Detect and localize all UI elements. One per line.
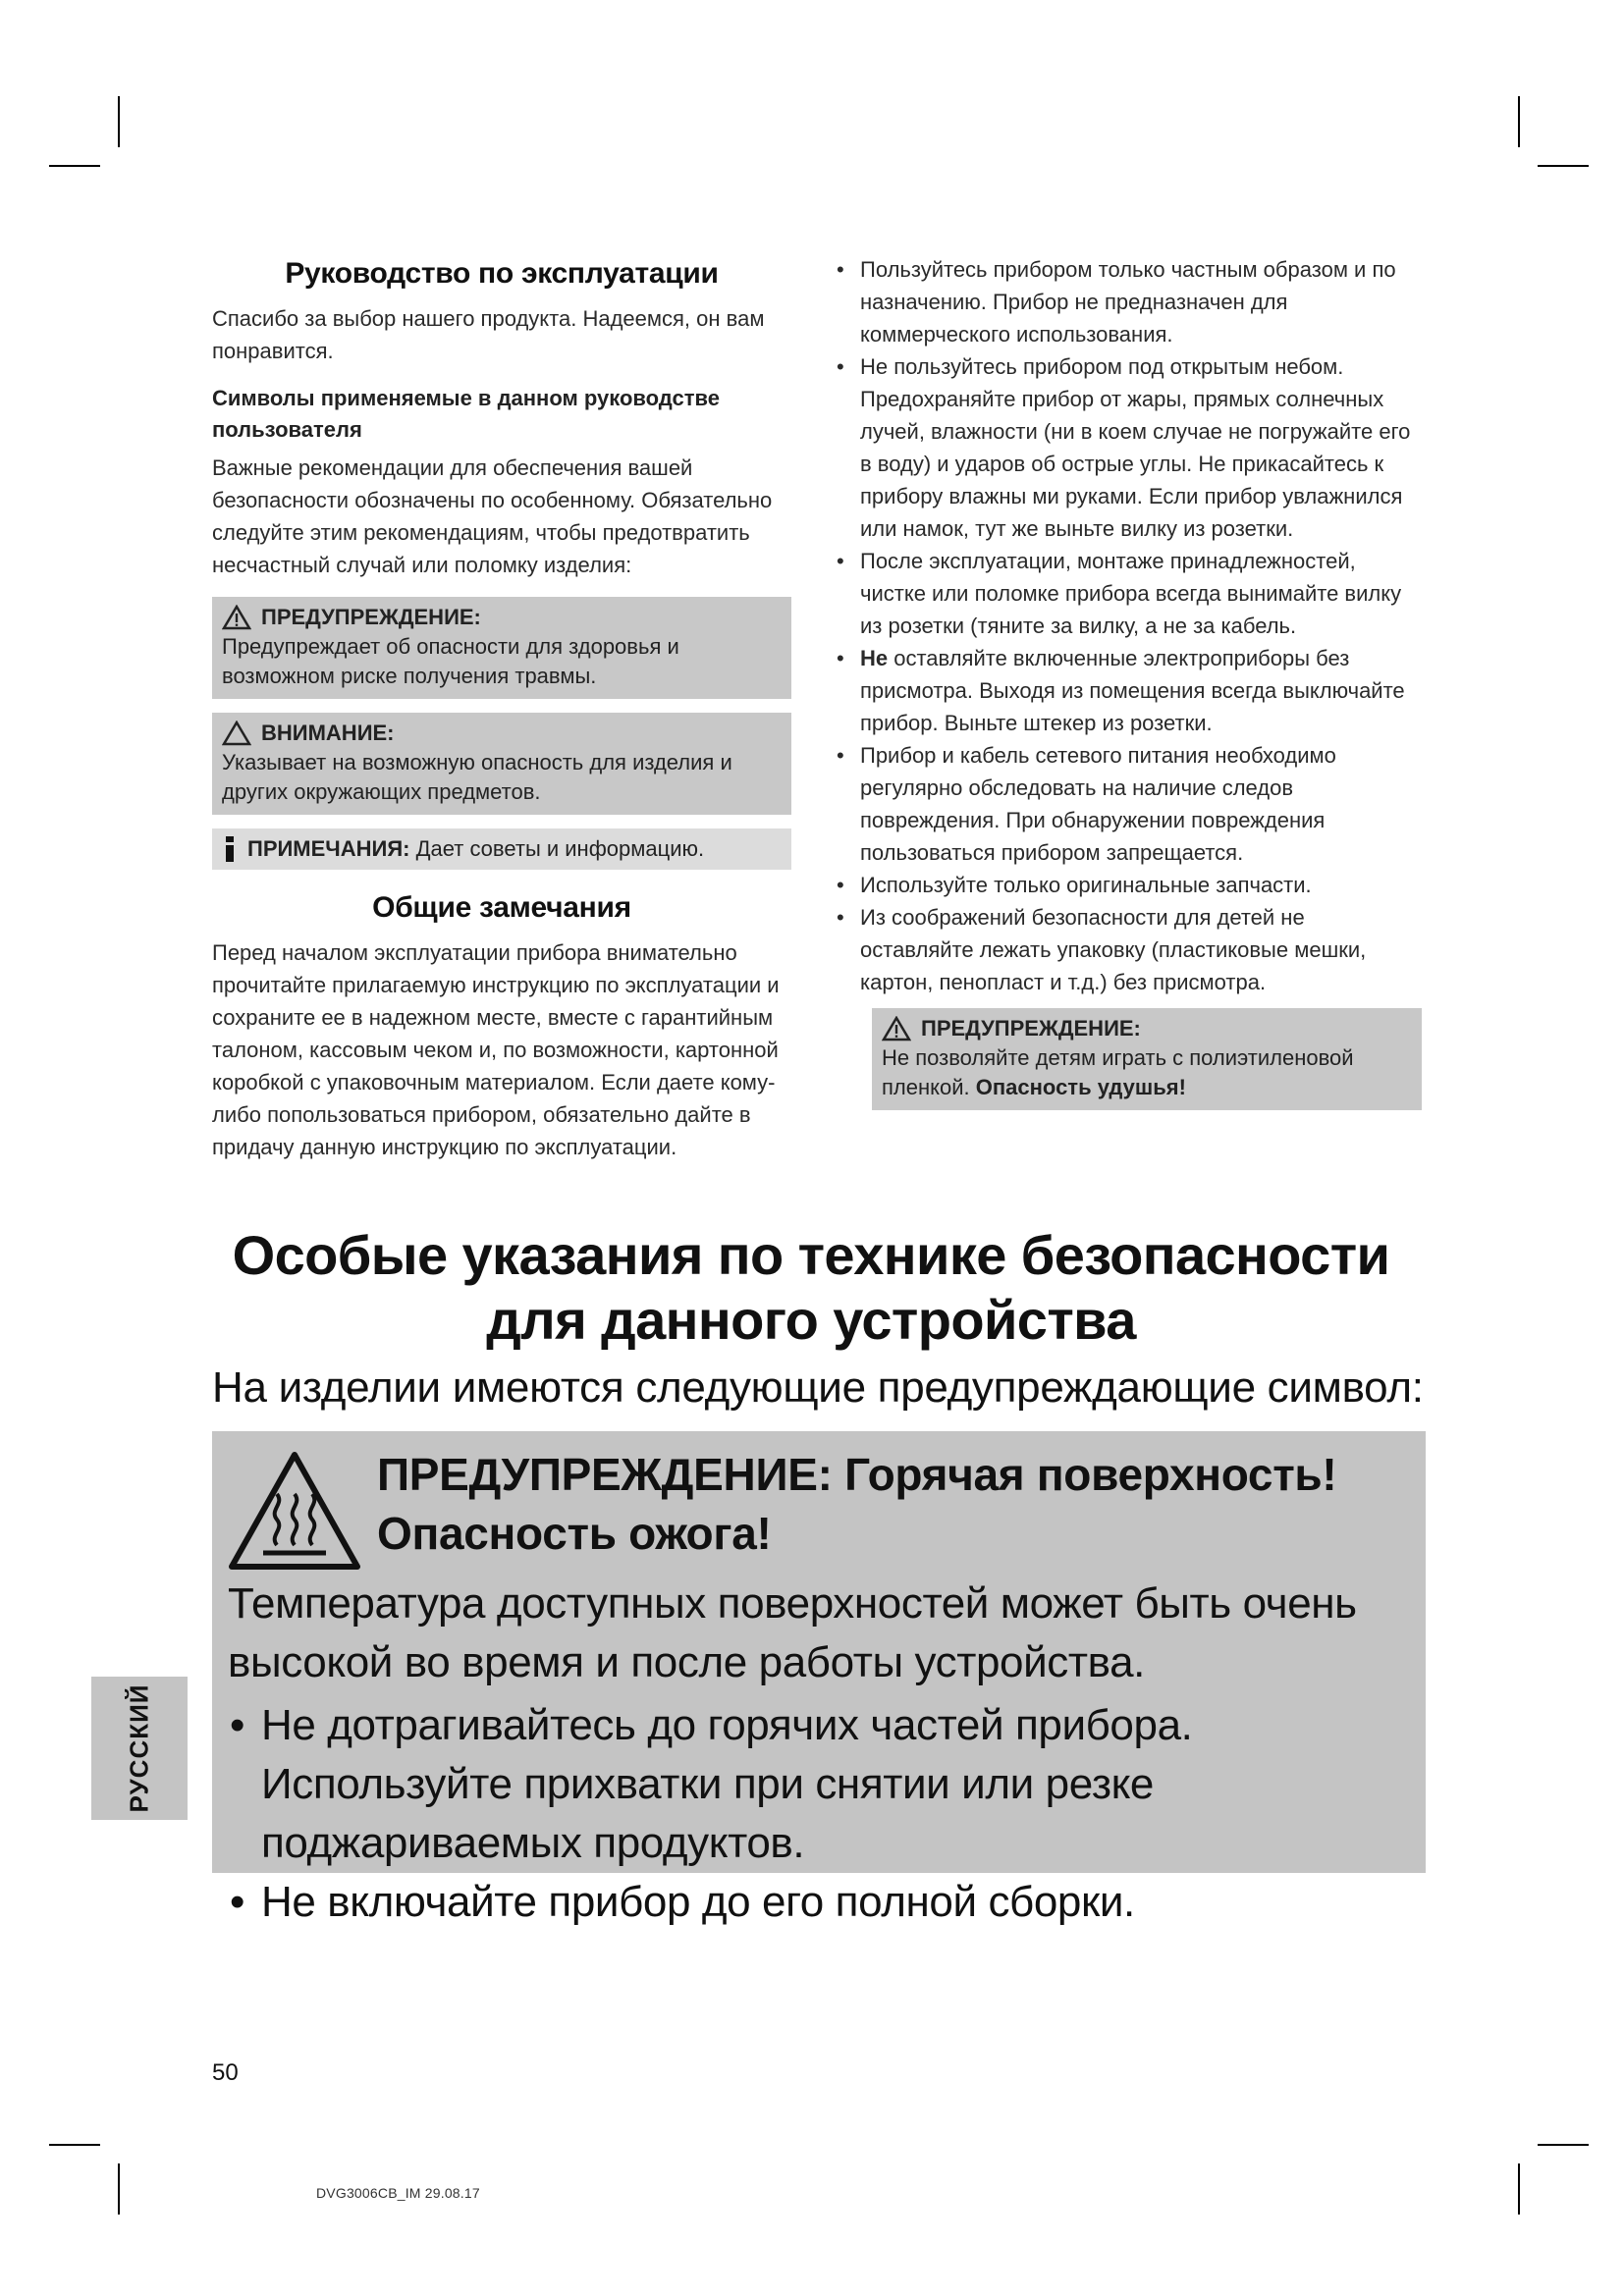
- hot-surface-description: Температура доступных поверхностей может быть очень высокой во время и после работы устройства.: [228, 1579, 1357, 1686]
- right-column: [833, 253, 1422, 1124]
- title-line-1: Особые указания по технике безопасности: [232, 1224, 1390, 1286]
- hot-title-line-2: Опасность ожога!: [377, 1508, 772, 1559]
- crop-mark: [118, 96, 120, 147]
- title-line-2: для данного устройства: [486, 1289, 1136, 1351]
- special-safety-title: [212, 1223, 1410, 1353]
- warning-triangle-icon: [882, 1016, 911, 1041]
- info-icon: [222, 836, 238, 862]
- note-label: ПРИМЕЧАНИЯ:: [247, 836, 410, 861]
- crop-mark: [118, 2163, 120, 2215]
- crop-mark: [1518, 96, 1520, 147]
- symbols-intro: На изделии имеются следующие предупреждающие символ:: [212, 1363, 1424, 1412]
- safety-list: [833, 253, 1422, 998]
- child-warning-bold: Опасность удушья!: [975, 1075, 1186, 1099]
- hot-surface-title: [377, 1445, 1398, 1563]
- crop-mark: [1538, 165, 1589, 167]
- caution-text: Указывает на возможную опасность для изделия и других окружающих предметов.: [222, 750, 732, 804]
- bullet-lead: Не: [860, 646, 889, 670]
- symbols-text: Важные рекомендации для обеспечения вашей безопасности обозначены по особенному. Обязательно следуйте этим рекомендациям, чтобы предотвратить несчастный случай или поломку изделия:: [212, 455, 773, 577]
- note-text: Дает советы и информацию.: [415, 836, 705, 861]
- warning-text: Предупреждает об опасности для здоровья и возможном риске получения травмы.: [222, 634, 679, 688]
- page-number: 50: [212, 2059, 239, 2086]
- warning-triangle-icon: [222, 605, 251, 630]
- intro-text: Спасибо за выбор нашего продукта. Надеемся, он вам понравится.: [212, 306, 765, 363]
- hot-surface-warning-box: [212, 1431, 1426, 1926]
- hot-title-line-1: ПРЕДУПРЕЖДЕНИЕ: Горячая поверхность!: [377, 1449, 1337, 1500]
- caution-triangle-icon: [222, 721, 251, 746]
- caution-label: ВНИМАНИЕ:: [261, 721, 395, 745]
- list-item: • Используйте только оригинальные запчасти.: [833, 869, 1422, 901]
- hot-surface-icon: [228, 1451, 361, 1573]
- footer-code: DVG3006CB_IM 29.08.17: [316, 2185, 480, 2201]
- child-warning-box: [872, 1008, 1422, 1110]
- crop-mark: [1518, 2163, 1520, 2215]
- list-item: • Из соображений безопасности для детей не оставляйте лежать упаковку (пластиковые мешки, картон, пенопласт и т.д.) без присмотра.: [833, 901, 1422, 998]
- general-text: Перед началом эксплуатации прибора внимательно прочитайте прилагаемую инструкцию по эксплуатации и сохраните ее в надежном месте, вместе с гарантийным талоном, кассовым чеком и, по возможности, картонной коробкой с упаковочным материалом. Если даете кому-либо попользоваться прибором, обязательно дайте в придачу данную инструкцию по эксплуатации.: [212, 940, 780, 1159]
- crop-mark: [49, 2144, 100, 2146]
- note-box: [212, 828, 791, 870]
- crop-mark: [1538, 2144, 1589, 2146]
- warning-box: [212, 597, 791, 699]
- list-item: • После эксплуатации, монтаже принадлежностей, чистке или поломке прибора всегда вынимайте вилку из розетки (тяните за вилку, а не за кабель.: [833, 545, 1422, 642]
- list-item: [833, 642, 1422, 739]
- list-item: • Не дотрагивайтесь до горячих частей прибора. Используйте прихватки при снятии или резке поджариваемых продуктов.: [228, 1696, 1416, 1873]
- warning-label: ПРЕДУПРЕЖДЕНИЕ:: [921, 1016, 1141, 1041]
- general-title: Общие замечания: [372, 891, 631, 924]
- list-item: • Пользуйтесь прибором только частным образом и по назначению. Прибор не предназначен для коммерческого использования.: [833, 253, 1422, 350]
- bullet-rest: оставляйте включенные электроприборы без присмотра. Выходя из помещения всегда выключайте прибор. Выньте штекер из розетки.: [860, 646, 1405, 735]
- language-label: РУССКИЙ: [124, 1683, 154, 1813]
- child-warning-text: Не позволяйте детям играть с полиэтиленовой пленкой.: [882, 1045, 1354, 1099]
- language-tab: [91, 1677, 188, 1820]
- left-column: [212, 253, 791, 1179]
- manual-title: Руководство по эксплуатации: [285, 257, 719, 290]
- symbols-heading: Символы применяемые в данном руководстве пользователя: [212, 386, 720, 442]
- hot-surface-list: [228, 1696, 1416, 1932]
- warning-label: ПРЕДУПРЕЖДЕНИЕ:: [261, 605, 481, 629]
- caution-box: [212, 713, 791, 815]
- list-item: • Прибор и кабель сетевого питания необходимо регулярно обследовать на наличие следов повреждения. При обнаружении повреждения пользоваться прибором запрещается.: [833, 739, 1422, 869]
- list-item: • Не пользуйтесь прибором под открытым небом. Предохраняйте прибор от жары, прямых солнечных лучей, влажности (ни в коем случае не погружайте его в воду) и ударов об острые углы. Не прикасайтесь к прибору влажны ми руками. Если прибор увлажнился или намок, тут же выньте вилку из розетки.: [833, 350, 1422, 545]
- crop-mark: [49, 165, 100, 167]
- list-item: • Не включайте прибор до его полной сборки.: [228, 1873, 1416, 1932]
